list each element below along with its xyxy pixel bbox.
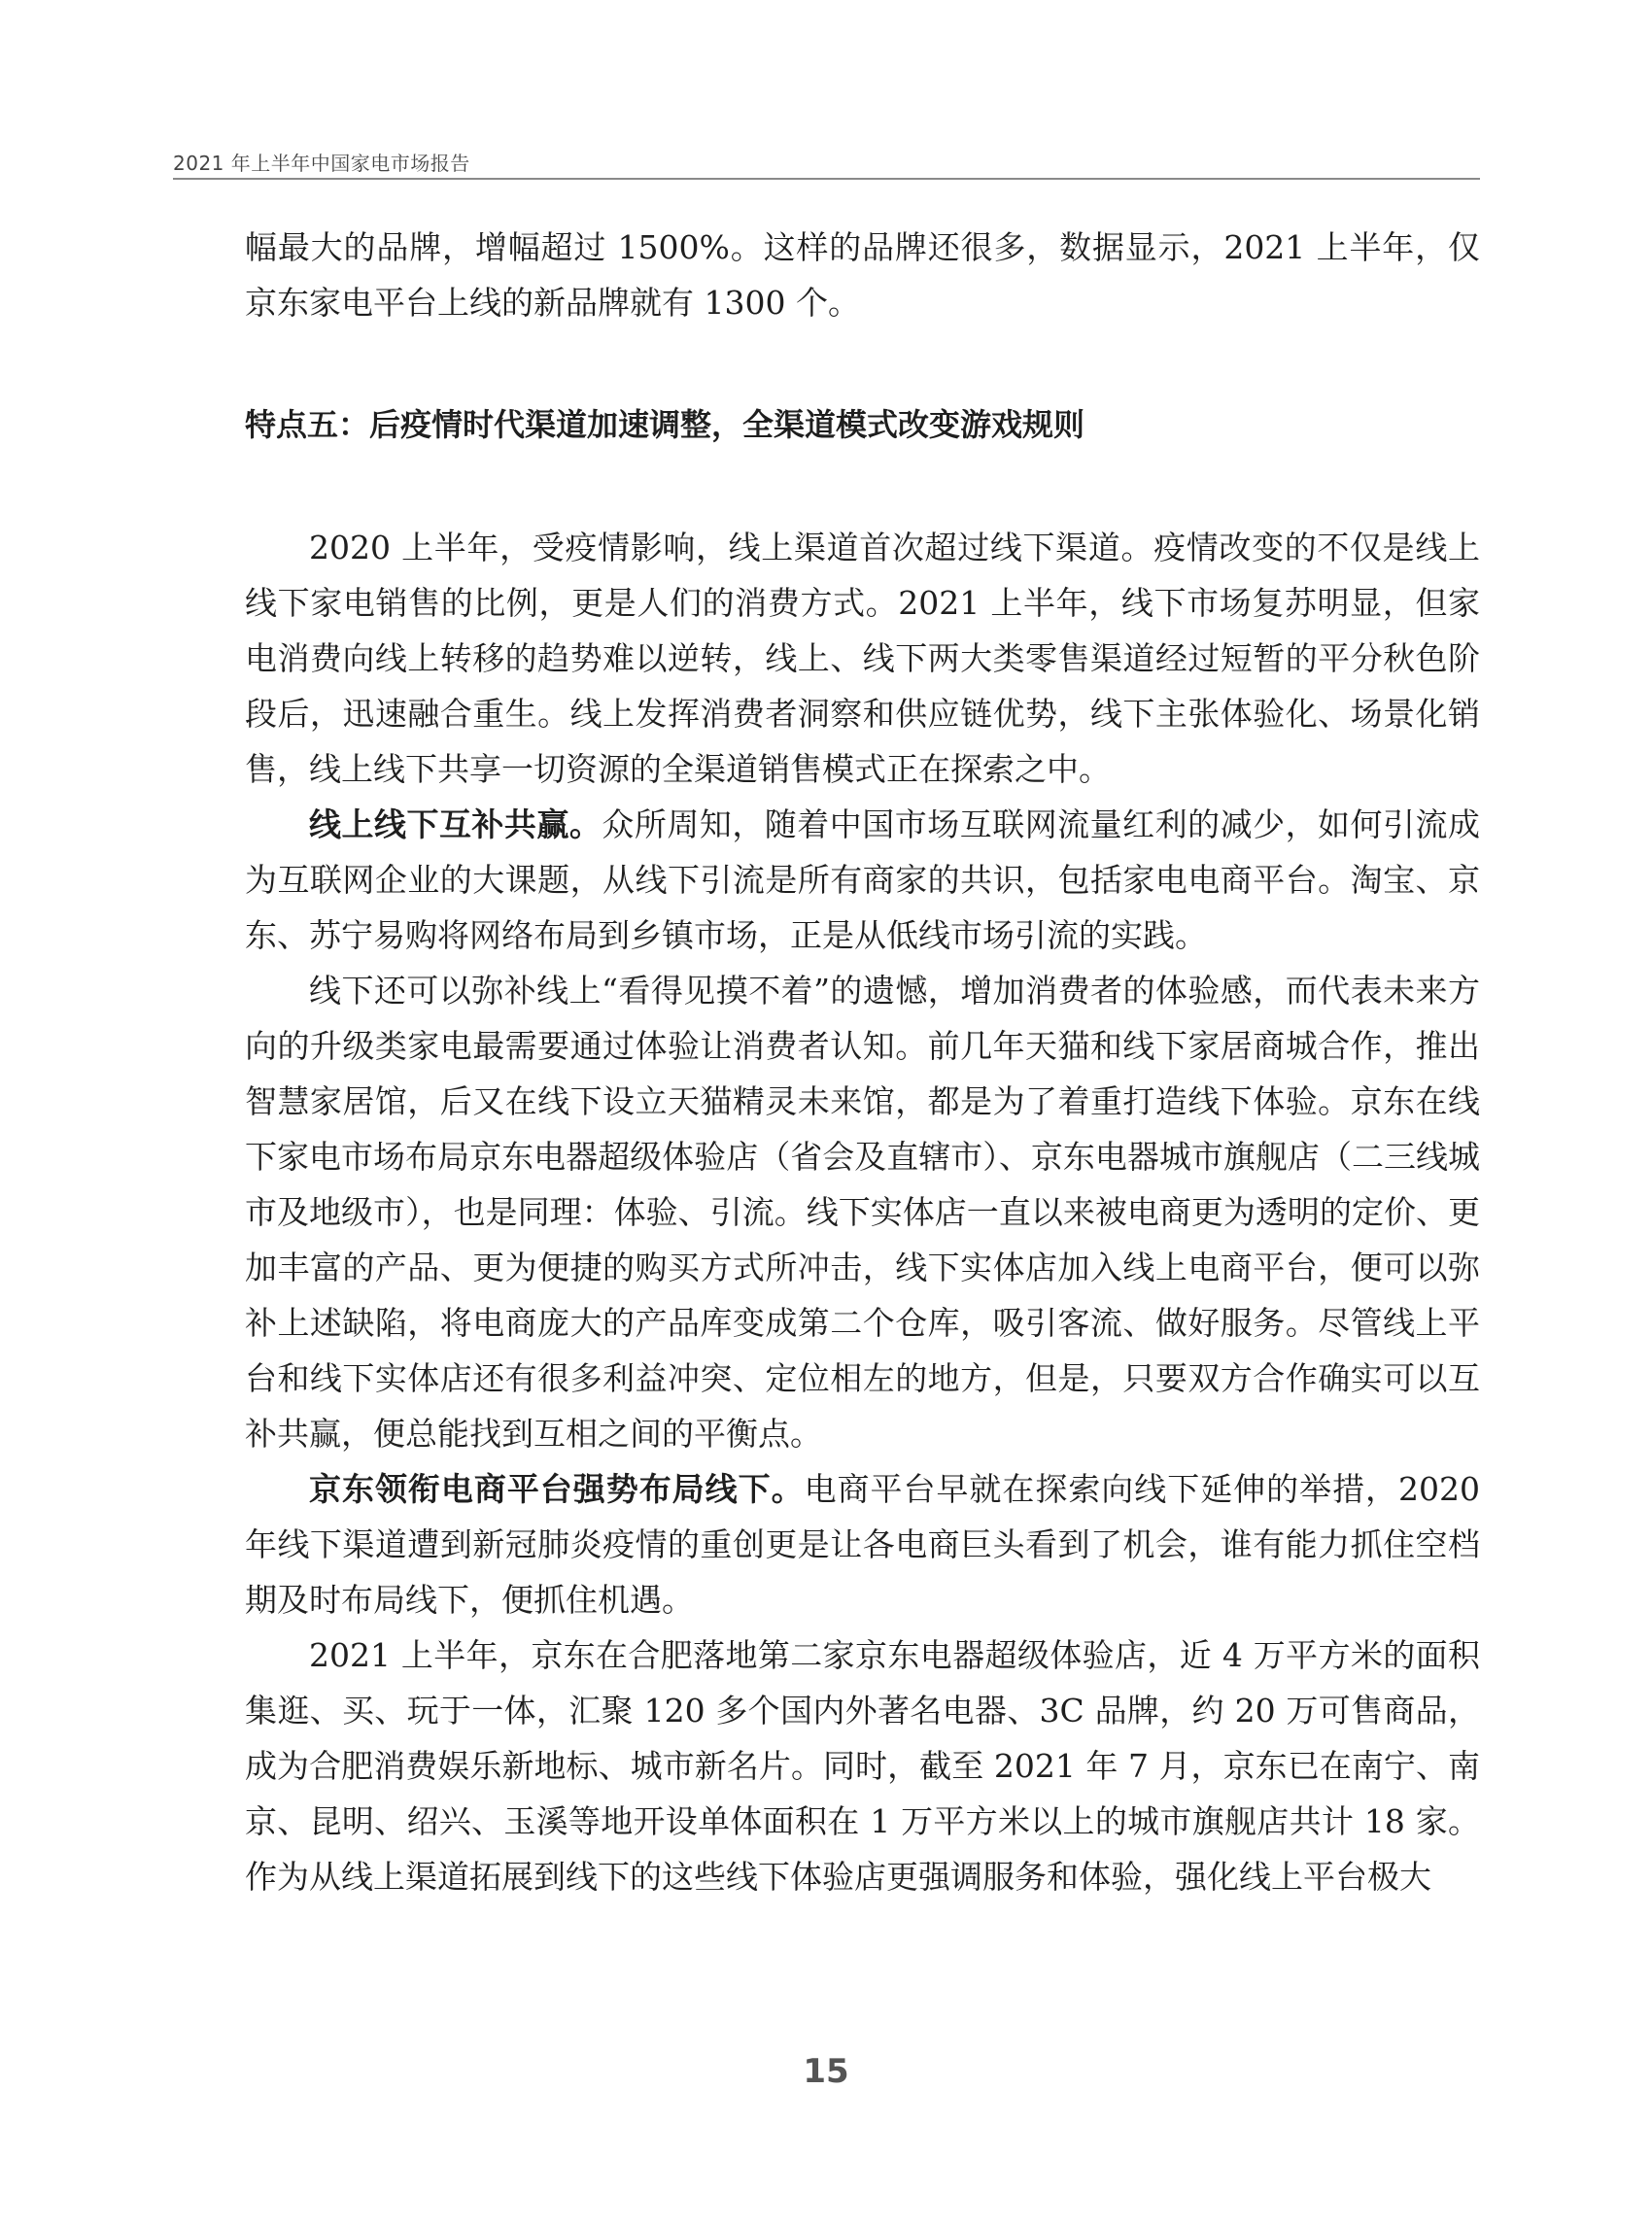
intro-block	[245, 220, 1480, 330]
intro-paragraph: 幅最大的品牌，增幅超过 1500%。这样的品牌还很多，数据显示，2021 上半年，仅京东家电平台上线的新品牌就有 1300 个。	[245, 228, 1480, 322]
paragraph-1: 2020 上半年，受疫情影响，线上渠道首次超过线下渠道。疫情改变的不仅是线上线下家电销售的比例，更是人们的消费方式。2021 上半年，线下市场复苏明显，但家电消费向线上转移的趋势难以逆转，线上、线下两大类零售渠道经过短暂的平分秋色阶段后，迅速融合重生。线上发挥消费者洞察和供应链优势，线下主张体验化、场景化销售，线上线下共享一切资源的全渠道销售模式正在探索之中。	[245, 529, 1480, 788]
main-body	[245, 520, 1480, 1904]
paragraph-2-lead: 线上线下互补共赢。	[309, 805, 602, 843]
paragraph-2	[245, 797, 1480, 963]
running-header-title: 2021 年上半年中国家电市场报告	[173, 152, 470, 175]
paragraph-4-body: 电商平台早就在探索向线下延伸的举措，2020 年线下渠道遭到新冠肺炎疫情的重创更是让各电商巨头看到了机会，谁有能力抓住空档期及时布局线下，便抓住机遇。	[245, 1470, 1481, 1619]
paragraph-4-lead: 京东领衔电商平台强势布局线下。	[309, 1470, 805, 1508]
header-divider	[173, 178, 1480, 180]
section-heading: 特点五：后疫情时代渠道加速调整，全渠道模式改变游戏规则	[245, 406, 1085, 443]
paragraph-4	[245, 1461, 1480, 1627]
page-number: 15	[803, 2052, 849, 2091]
paragraph-5: 2021 上半年，京东在合肥落地第二家京东电器超级体验店，近 4 万平方米的面积集逛、买、玩于一体，汇聚 120 多个国内外著名电器、3C 品牌，约 20 万可售商品，成为合肥消费娱乐新地标、城市新名片。同时，截至 2021 年 7 月，京东已在南宁、南京、昆明、绍兴、玉溪等地开设单体面积在 1 万平方米以上的城市旗舰店共计 18 家。作为从线上渠道拓展到线下的这些线下体验店更强调服务和体验，强化线上平台极大	[245, 1636, 1480, 1896]
paragraph-2-body: 众所周知，随着中国市场互联网流量红利的减少，如何引流成为互联网企业的大课题，从线下引流是所有商家的共识，包括家电电商平台。淘宝、京东、苏宁易购将网络布局到乡镇市场，正是从低线市场引流的实践。	[245, 805, 1481, 954]
paragraph-3: 线下还可以弥补线上“看得见摸不着”的遗憾，增加消费者的体验感，而代表未来方向的升级类家电最需要通过体验让消费者认知。前几年天猫和线下家居商城合作，推出智慧家居馆，后又在线下设立天猫精灵未来馆，都是为了着重打造线下体验。京东在线下家电市场布局京东电器超级体验店（省会及直辖市）、京东电器城市旗舰店（二三线城市及地级市），也是同理：体验、引流。线下实体店一直以来被电商更为透明的定价、更加丰富的产品、更为便捷的购买方式所冲击，线下实体店加入线上电商平台，便可以弥补上述缺陷，将电商庞大的产品库变成第二个仓库，吸引客流、做好服务。尽管线上平台和线下实体店还有很多利益冲突、定位相左的地方，但是，只要双方合作确实可以互补共赢，便总能找到互相之间的平衡点。	[245, 972, 1480, 1453]
